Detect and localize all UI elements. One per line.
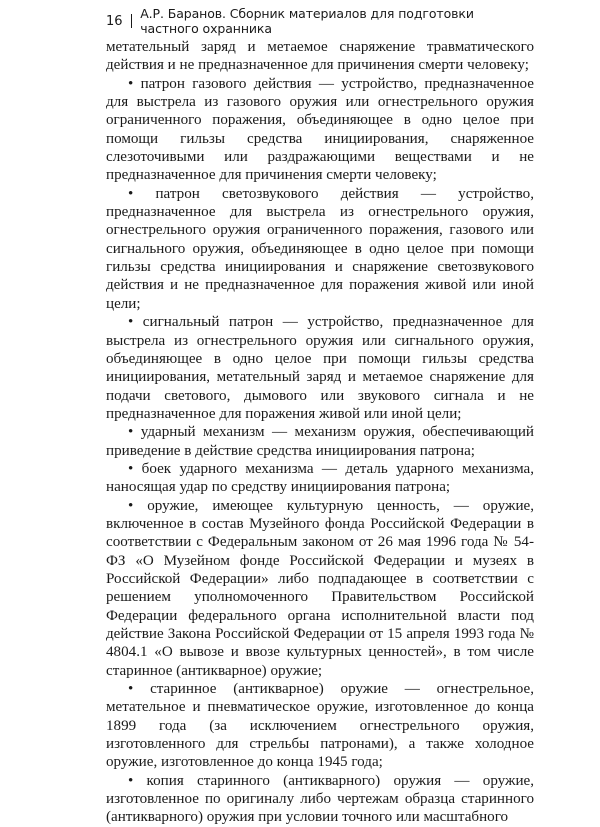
definition-firing-mechanism: • ударный механизм — механизм оружия, обеспечивающий приведение в действие средства инициирования патрона; <box>106 424 534 459</box>
definition-cultural-value-weapon: • оружие, имеющее культурную ценность, — оружие, включенное в состав Музейного фонда Российской Федерации в соответствии с Федеральным законом от 26 мая 1996 года № 54-ФЗ «О Музейном фонде Российской Федерации и музеях в Российской Федерации» либо подпадающее в соответствии с решением уполномоченного Правительством Российской Федерации федерального органа исполнительной власти под действие Закона Российской Федерации от 15 апреля 1993 года № 4804.1 «О вывозе и ввозе культурных ценностей», в том числе старинное (антикварное) оружие; <box>106 497 534 679</box>
definition-antique-weapon-copy: • копия старинного (антикварного) оружия — оружие, изготовленное по оригиналу либо чертежам образца старинного (антикварного) оружия при условии точного или масштабного <box>106 772 534 826</box>
definition-firing-pin: • боек ударного механизма — деталь ударного механизма, наносящая удар по средству инициирования патрона; <box>106 460 534 496</box>
page-number: 16 <box>106 13 123 29</box>
page-body <box>106 38 534 827</box>
running-title: А.Р. Баранов. Сборник материалов для подготовки частного охранника <box>140 6 474 36</box>
definition-gas-cartridge: • патрон газового действия — устройство, предназначенное для выстрела из газового оружия или огнестрельного оружия ограниченного поражения, объединяющее в одно целое при помощи гильзы средства инициирования, снаряженное слезоточивыми или раздражающими веществами и не предназначенное для причинения смерти человеку; <box>106 75 534 184</box>
definition-light-sound-cartridge: • патрон светозвукового действия — устройство, предназначенное для выстрела из огнестрельного оружия, огнестрельного оружия ограниченного поражения, газового или сигнального оружия, объединяющее в одно целое при помощи гильзы средства инициирования и снаряжение светозвукового действия и не предназначенное для поражения живой или иной цели; <box>106 185 534 312</box>
running-header <box>106 6 534 36</box>
definition-signal-cartridge: • сигнальный патрон — устройство, предназначенное для выстрела из огнестрельного оружия или сигнального оружия, объединяющее в одно целое при помощи гильзы средства инициирования, метательный заряд и метаемое снаряжение для подачи светового, дымового или звукового сигнала и не предназначенное для поражения живой или иной цели; <box>106 314 534 422</box>
definition-antique-weapon: • старинное (антикварное) оружие — огнестрельное, метательное и пневматическое оружие, изготовленное до конца 1899 года (за исключением огнестрельного оружия, изготовленного для стрельбы патронами), а также холодное оружие, изготовленное до конца 1945 года; <box>106 681 534 771</box>
paragraph-continuation: метательный заряд и метаемое снаряжение травматического действия и не предназначенное для причинения смерти человеку; <box>106 39 534 74</box>
header-divider <box>131 14 133 28</box>
